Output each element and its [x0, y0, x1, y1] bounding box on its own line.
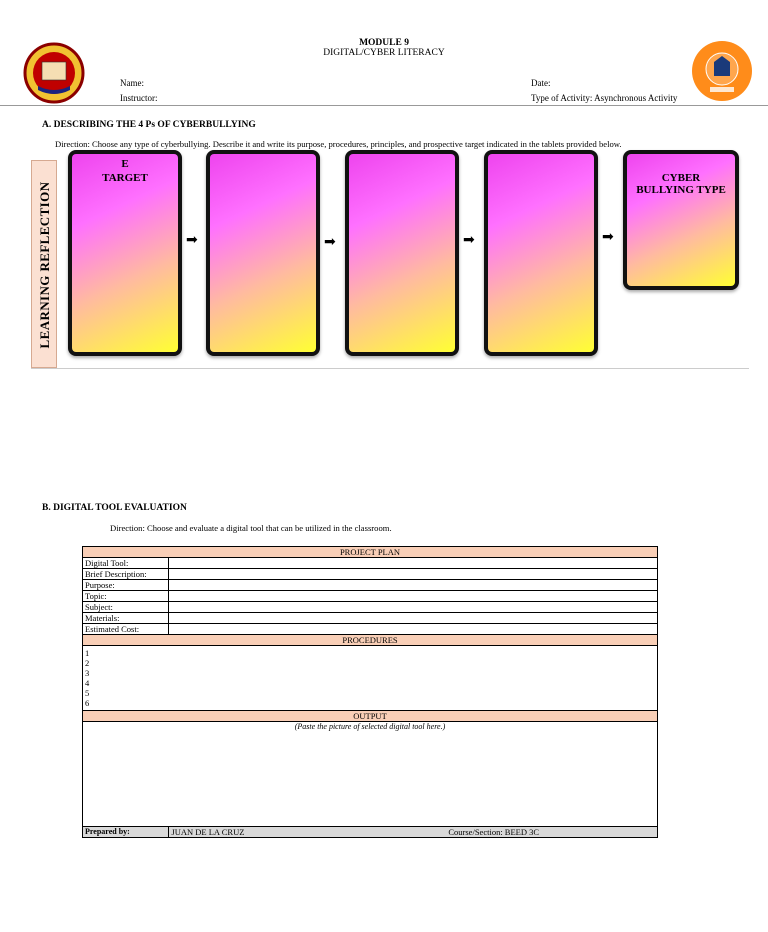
arrow-icon: ➡: [324, 235, 336, 250]
course-section: Course/Section: BEED 3C: [446, 827, 657, 838]
section-a-title: A. DESCRIBING THE 4 Ps OF CYBERBULLYING: [42, 120, 256, 130]
brief-description-field[interactable]: [169, 569, 658, 580]
purpose-field[interactable]: [169, 580, 658, 591]
tablet-target-top-label: E: [121, 158, 129, 170]
procedures-list[interactable]: [83, 646, 658, 711]
instructor-label: Instructor:: [120, 93, 158, 103]
row-label: Subject:: [83, 602, 169, 613]
materials-field[interactable]: [169, 613, 658, 624]
module-title: MODULE 9: [359, 38, 409, 48]
topic-field[interactable]: [169, 591, 658, 602]
name-label: Name:: [120, 78, 144, 88]
row-label: Digital Tool:: [83, 558, 169, 569]
tablet-cyberbullying-type: [623, 150, 739, 290]
step-number: 1: [85, 648, 90, 658]
row-label: Estimated Cost:: [83, 624, 169, 635]
arrow-icon: ➡: [602, 230, 614, 245]
step-number: 5: [85, 688, 90, 698]
arrow-icon: ➡: [463, 233, 475, 248]
step-number: 4: [85, 678, 90, 688]
estimated-cost-field[interactable]: [169, 624, 658, 635]
row-label: Purpose:: [83, 580, 169, 591]
step-number: 6: [85, 698, 90, 708]
output-area[interactable]: [83, 722, 658, 827]
tablet-purpose: [484, 150, 598, 356]
tablet-principles: [206, 150, 320, 356]
tablet-type-label: CYBER BULLYING TYPE: [636, 172, 726, 196]
activity-type: Type of Activity: Asynchronous Activity: [531, 93, 678, 103]
tablet-target: [68, 150, 182, 356]
section-a-direction: Direction: Choose any type of cyberbullying. Describe it and write its purpose, procedures, principles, and prospective target indicated in the tablets provided below.: [55, 139, 622, 149]
tablet-target-label: TARGET: [102, 172, 148, 184]
header-divider: [0, 105, 768, 106]
module-subject: DIGITAL/CYBER LITERACY: [323, 48, 445, 58]
section-b-direction: Direction: Choose and evaluate a digital tool that can be utilized in the classroom.: [110, 523, 392, 533]
arrow-icon: ➡: [186, 233, 198, 248]
prepared-by-name: JUAN DE LA CRUZ: [169, 827, 446, 838]
step-number: 2: [85, 658, 90, 668]
project-plan-header: PROJECT PLAN: [83, 547, 658, 558]
tablet-procedures: [345, 150, 459, 356]
subject-field[interactable]: [169, 602, 658, 613]
section-b-title: B. DIGITAL TOOL EVALUATION: [42, 503, 187, 513]
procedures-header: PROCEDURES: [83, 635, 658, 646]
row-label: Brief Description:: [83, 569, 169, 580]
row-label: Topic:: [83, 591, 169, 602]
date-label: Date:: [531, 78, 551, 88]
project-plan-table: [82, 546, 658, 838]
output-header: OUTPUT: [83, 711, 658, 722]
digital-tool-field[interactable]: [169, 558, 658, 569]
output-note: (Paste the picture of selected digital tool here.): [294, 722, 446, 731]
step-number: 3: [85, 668, 90, 678]
prepared-by-label: Prepared by:: [83, 827, 169, 838]
learning-reflection-label: LEARNING REFLECTION: [31, 160, 57, 368]
row-label: Materials:: [83, 613, 169, 624]
